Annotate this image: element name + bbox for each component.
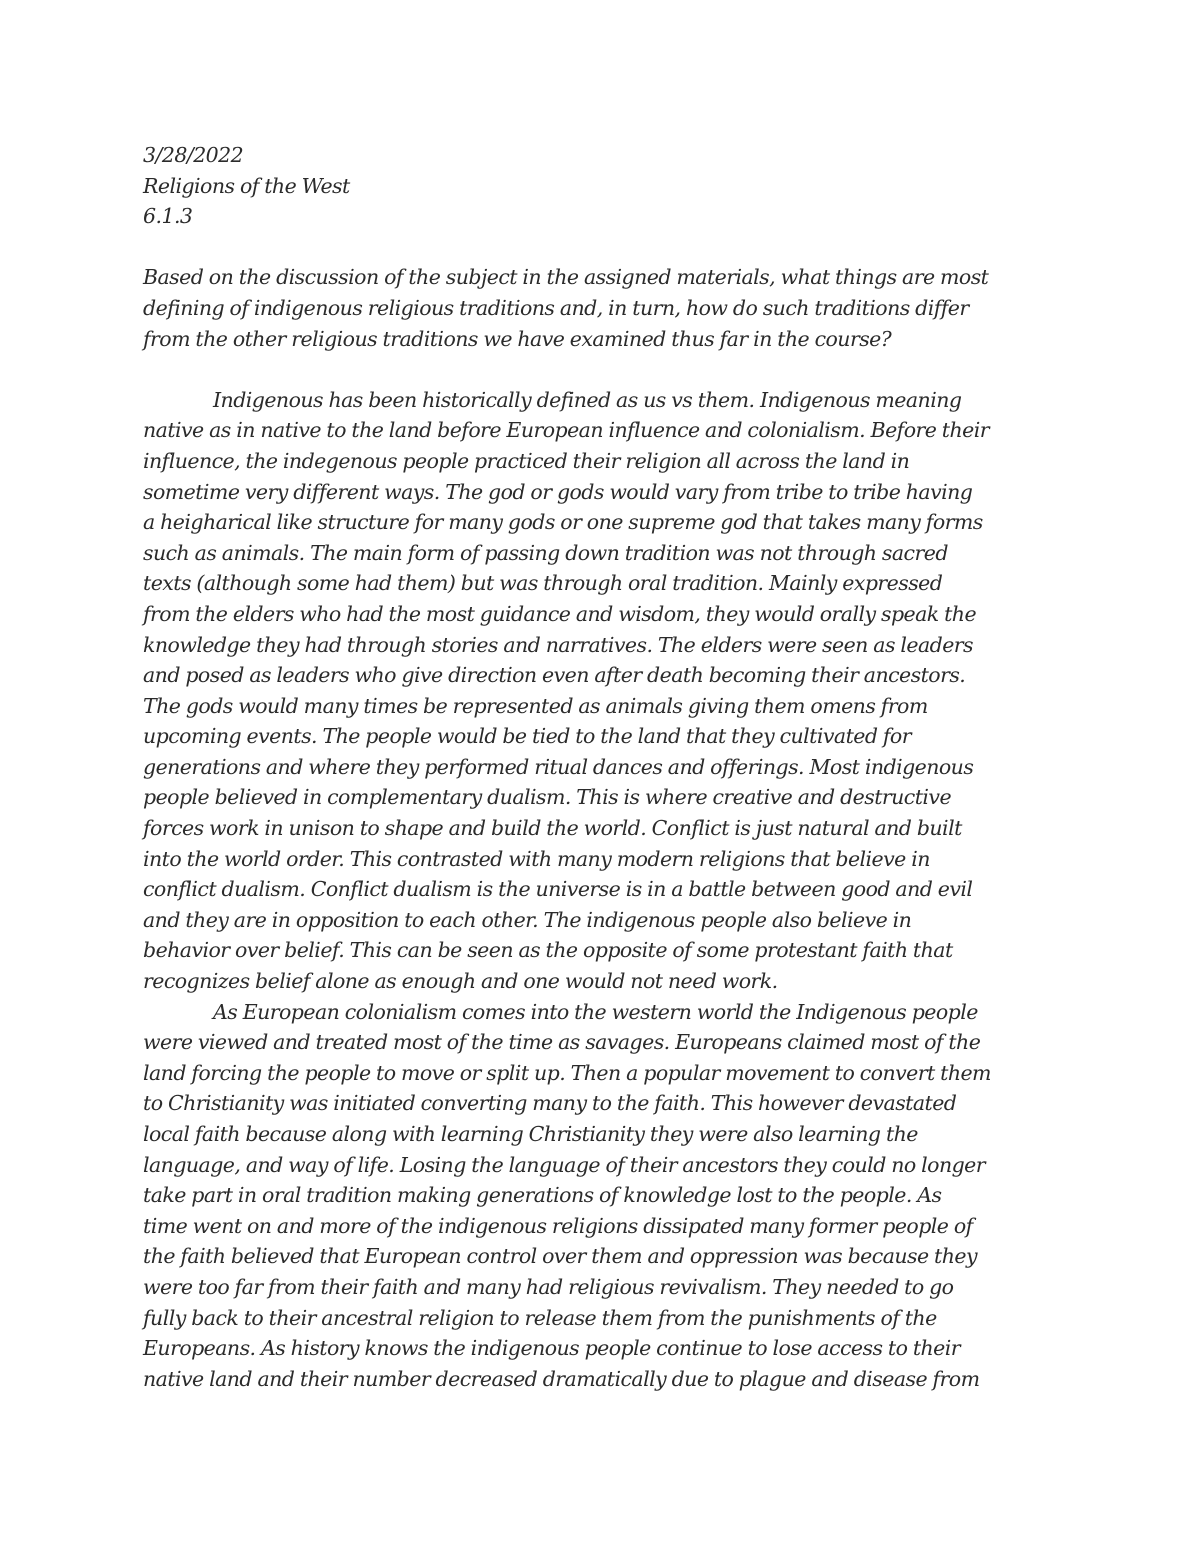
paragraph-line: time went on and more of the indigenous religions dissipated many former people of — [143, 1213, 973, 1238]
prompt-line: Based on the discussion of the subject in the assigned materials, what things are most — [143, 265, 989, 290]
paragraph-line: take part in oral tradition making generations of knowledge lost to the people. As — [143, 1183, 942, 1208]
paragraph-line: Europeans. As history knows the indigenous people continue to lose access to their — [143, 1336, 961, 1361]
paragraph-line-text: Indigenous has been historically defined as us vs them. Indigenous meaning — [213, 387, 962, 412]
blank-line — [143, 232, 1058, 263]
paragraph-line: people believed in complementary dualism. This is where creative and destructive — [143, 785, 952, 810]
paragraph-1 — [143, 385, 1058, 997]
paragraph-line-text: As European colonialism comes into the western world the Indigenous people — [213, 999, 978, 1024]
paragraph-line: the faith believed that European control over them and oppression was because they — [143, 1244, 977, 1269]
paragraph-line: were viewed and treated most of the time as savages. Europeans claimed most of the — [143, 1030, 981, 1055]
paragraph-line: behavior over belief. This can be seen as the opposite of some protestant faith that — [143, 938, 953, 963]
paragraph-line: recognizes belief alone as enough and one would not need work. — [143, 969, 778, 994]
document-body — [143, 140, 1058, 1394]
paragraph-line: language, and way of life. Losing the language of their ancestors they could no longer — [143, 1152, 985, 1177]
paragraph-line: sometime very different ways. The god or gods would vary from tribe to tribe having — [143, 479, 973, 504]
paragraph-line: and they are in opposition to each other. The indigenous people also believe in — [143, 907, 912, 932]
date-line: 3/28/2022 — [143, 143, 244, 167]
paragraph-line: generations and where they performed ritual dances and offerings. Most indigenous — [143, 754, 974, 779]
prompt-question — [143, 262, 1058, 354]
paragraph-line: forces work in unison to shape and build the world. Conflict is just natural and built — [143, 816, 962, 841]
paragraph-line: fully back to their ancestral religion to release them from the punishments of the — [143, 1305, 937, 1330]
paragraph-2 — [143, 997, 1058, 1395]
paragraph-line: a heigharical like structure for many gods or one supreme god that takes many forms — [143, 510, 983, 535]
assignment-number: 6.1.3 — [143, 204, 193, 229]
paragraph-line: influence, the indegenous people practiced their religion all across the land in — [143, 448, 910, 473]
paragraph-line: The gods would many times be represented as animals giving them omens from — [143, 693, 928, 718]
paragraph-line: conflict dualism. Conflict dualism is the universe is in a battle between good and evil — [143, 877, 973, 902]
paragraph-line: native as in native to the land before European influence and colonialism. Before their — [143, 418, 989, 443]
blank-line — [143, 354, 1058, 385]
paragraph-line: upcoming events. The people would be tied to the land that they cultivated for — [143, 724, 911, 749]
paragraph-line: into the world order. This contrasted with many modern religions that believe in — [143, 846, 930, 871]
paragraph-line — [143, 997, 1058, 1028]
prompt-line: defining of indigenous religious traditions and, in turn, how do such traditions differ — [143, 295, 969, 320]
paragraph-line: were too far from their faith and many had religious revivalism. They needed to go — [143, 1274, 954, 1299]
paragraph-line: native land and their number decreased dramatically due to plague and disease from — [143, 1366, 980, 1391]
paragraph-line: local faith because along with learning Christianity they were also learning the — [143, 1122, 918, 1146]
paragraph-line: land forcing the people to move or split up. Then a popular movement to convert them — [143, 1060, 991, 1085]
paragraph-line: such as animals. The main form of passing down tradition was not through sacred — [143, 540, 948, 565]
paragraph-line: to Christianity was initiated converting many to the faith. This however devastated — [143, 1091, 957, 1116]
paragraph-line: and posed as leaders who give direction even after death becoming their ancestors. — [143, 663, 966, 688]
paragraph-line: from the elders who had the most guidance and wisdom, they would orally speak the — [143, 601, 977, 626]
course-name: Religions of the West — [143, 173, 350, 198]
paragraph-line: knowledge they had through stories and narratives. The elders were seen as leaders — [143, 632, 974, 657]
paragraph-line — [143, 385, 1058, 416]
paragraph-line: texts (although some had them) but was through oral tradition. Mainly expressed — [143, 571, 943, 596]
prompt-line: from the other religious traditions we have examined thus far in the course? — [143, 326, 892, 351]
